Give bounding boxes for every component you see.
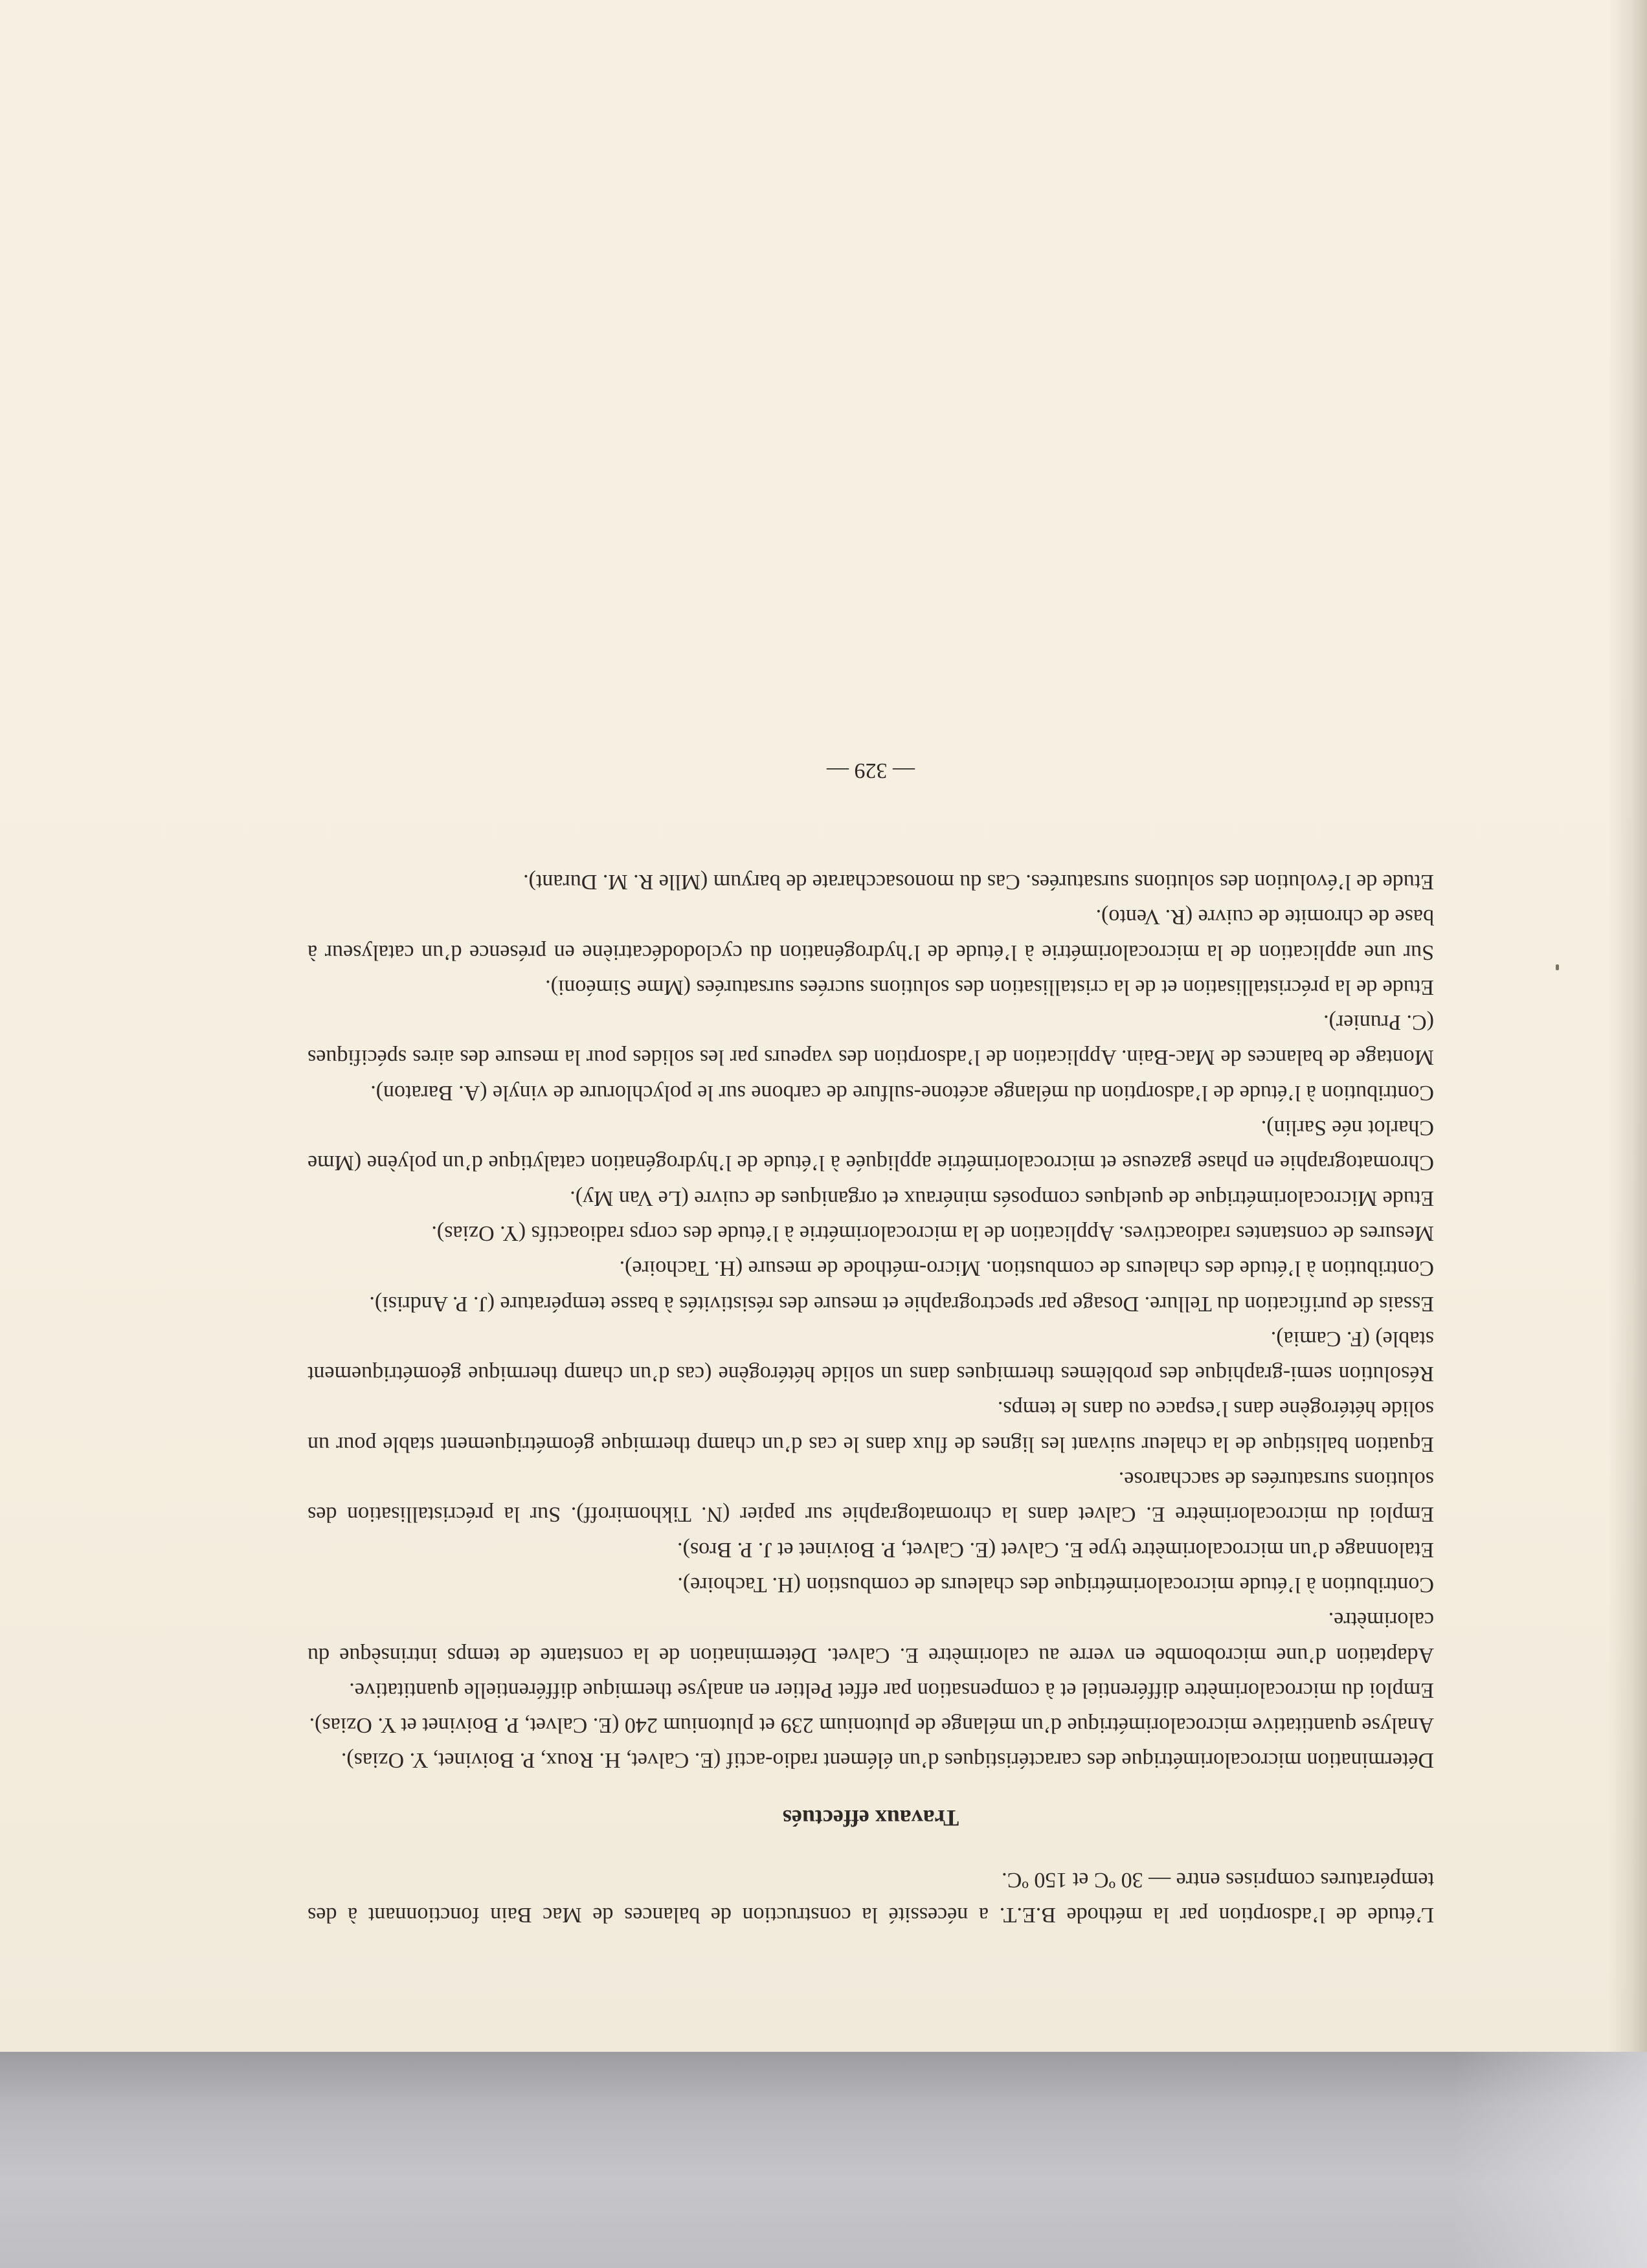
- list-item: Equation balistique de la chaleur suivant les lignes de flux dans le cas d’un champ thermique géométriquement stable pour un solide hétérogène dans l’espace ou dans le temps.: [308, 1397, 1434, 1456]
- paper-speck: [1556, 964, 1559, 970]
- page-number: — 329 —: [827, 758, 915, 783]
- list-item: Etalonnage d’un microcalorimètre type E. Calvet (E. Calvet, P. Boivinet et J. P. Bros).: [677, 1537, 1434, 1562]
- list-item: Chromatographie en phase gazeuse et microcalorimétrie appliquée à l’étude de l’hydrogénation catalytique d’un polyène (Mme Charlot née Sarlin).: [308, 1116, 1434, 1175]
- section-title: Travaux effectués: [782, 1805, 959, 1832]
- list-item: Analyse quantitative microcalorimétrique d’un mélange de plutonium 239 et plutonium 240 (E. Calvet, P. Boivinet et Y. Ozias).: [309, 1713, 1434, 1738]
- scanner-bed: [0, 2052, 1647, 2268]
- list-item: Contribution à l’étude des chaleurs de combustion. Micro-méthode de mesure (H. Tachoire).: [619, 1256, 1434, 1281]
- list-item: Mesures de constantes radioactives. Application de la microcalorimétrie à l’étude des corps radioactifs (Y. Ozias).: [431, 1221, 1434, 1245]
- list-item: Emploi du microcalorimètre E. Calvet dans la chromatographie sur papier (N. Tikhomiroff). Sur la précristallisation des solutions sursaturées de saccharose.: [308, 1467, 1434, 1527]
- list-item: Essais de purification du Tellure. Dosage par spectrographie et mesure des résistivités à basse température (J. P. Andrisi).: [369, 1291, 1434, 1316]
- list-item: Sur une application de la microcalorimétrie à l’étude de l’hydrogénation du cyclododécatriène en présence d’un catalyseur à base de chromite de cuivre (R. Vento).: [308, 905, 1434, 964]
- list-item: Montage de balances de Mac-Bain. Application de l’adsorption des vapeurs par les solides pour la mesure des aires spécifiques (C. Prunier).: [308, 1010, 1434, 1070]
- list-item: Contribution à l’étude microcalorimétrique des chaleurs de combustion (H. Tachoire).: [677, 1572, 1434, 1597]
- entries-list: [308, 864, 1434, 1778]
- page-fold-shadow: [1608, 0, 1647, 2052]
- list-item: Contribution à l’étude de l’adsorption du mélange acétone-sulfure de carbone sur le polychlorure de vinyle (A. Baraton).: [370, 1080, 1434, 1105]
- intro-paragraph: L’étude de l’adsorption par la méthode B.E.T. a nécessité la construction de balances de Mac Bain fonctionnant à des températures comprises entre — 30 ºC et 150 ºC.: [308, 1867, 1434, 1927]
- list-item: Résolution semi-graphique des problèmes thermiques dans un solide hétérogène (cas d’un champ thermique géométriquement stable) (F. Camia).: [308, 1326, 1434, 1386]
- list-item: Adaptation d’une microbombe en verre au calorimètre E. Calvet. Détermination de la constante de temps intrinsèque du calorimètre.: [308, 1608, 1434, 1667]
- list-item: Etude de la précristallisation et de la cristallisation des solutions sucrées sursaturées (Mme Siméoni).: [545, 975, 1434, 999]
- rotated-text-block: [308, 223, 1434, 1932]
- list-item: Emploi du microcalorimètre différentiel et à compensation par effet Peltier en analyse thermique différentielle quantitative.: [349, 1678, 1434, 1702]
- list-item: Etude Microcalorimétrique de quelques composés minéraux et organiques de cuivre (Le Van My).: [570, 1186, 1434, 1210]
- list-item: Etude de l’évolution des solutions sursaturées. Cas du monosaccharate de baryum (Mlle R. M. Durant).: [523, 869, 1434, 894]
- list-item: Détermination microcalorimétrique des caractéristiques d’un élément radio-actif (E. Calvet, H. Roux, P. Boivinet, Y. Ozias).: [341, 1748, 1434, 1773]
- scanner-bed-highlight: [1453, 2052, 1647, 2268]
